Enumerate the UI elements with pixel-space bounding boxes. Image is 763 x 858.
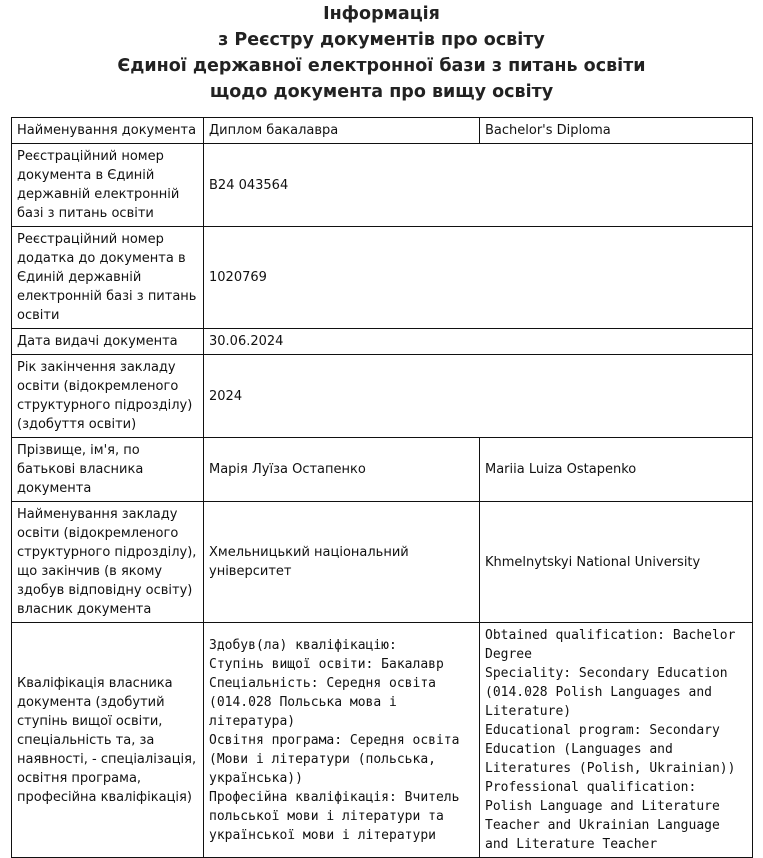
row-label: Реєстраційний номер документа в Єдиній державній електронній базі з питань освіти xyxy=(12,144,204,227)
table-row-document-name xyxy=(12,118,753,144)
row-label: Найменування закладу освіти (відокремленого структурного підрозділу), що закінчив (в якому здобув відповідну освіту) власник документа xyxy=(12,502,204,623)
header-title: Інформація xyxy=(323,4,440,24)
value-english: Khmelnytskyi National University xyxy=(480,502,753,623)
value-ukrainian: Диплом бакалавра xyxy=(204,118,480,144)
table-row-issue-date xyxy=(12,329,753,355)
table-row-holder-name xyxy=(12,438,753,502)
header-subtitle-database: Єдиної державної електронної бази з питань освіти xyxy=(117,56,646,76)
row-label: Рік закінчення закладу освіти (відокремленого структурного підрозділу) (здобуття освіти) xyxy=(12,355,204,438)
header-subtitle-document: щодо документа про вищу освіту xyxy=(209,82,554,102)
value-english: Mariia Luiza Ostapenko xyxy=(480,438,753,502)
row-label: Прізвище, ім'я, по батькові власника документа xyxy=(12,438,204,502)
value-supplement-number: 1020769 xyxy=(204,227,753,329)
table-row-registration-number xyxy=(12,144,753,227)
qualification-line: Ступінь вищої освіти: Бакалавр xyxy=(209,656,444,672)
qualification-line: Obtained qualification: Bachelor Degree xyxy=(485,628,736,662)
qualification-line: Educational program: Secondary Education (Languages and Literatures (Polish, Ukrainian)) xyxy=(485,723,736,776)
value-issue-date: 30.06.2024 xyxy=(204,329,753,355)
qualification-line: Здобув(ла) кваліфікацію: xyxy=(209,637,397,653)
table-row-graduation-year xyxy=(12,355,753,438)
table-row-institution xyxy=(12,502,753,623)
value-ukrainian: Марія Луїза Остапенко xyxy=(204,438,480,502)
value-ukrainian-qualification xyxy=(204,623,480,858)
qualification-line: Професійна кваліфікація: Вчитель польської мови і літератури та української мови і літератури xyxy=(209,789,460,843)
qualification-line: Speciality: Secondary Education (014.028 Polish Languages and Literature) xyxy=(485,666,728,719)
row-label: Кваліфікація власника документа (здобутий ступінь вищої освіти, спеціальність та, за наявності, - спеціалізація, освітня програма, професійна кваліфікація) xyxy=(12,623,204,858)
qualification-line: Спеціальність: Середня освіта (014.028 Польська мова і література) xyxy=(209,675,436,729)
value-registration-number: В24 043564 xyxy=(204,144,753,227)
row-label: Найменування документа xyxy=(12,118,204,144)
table-row-supplement-number xyxy=(12,227,753,329)
header-subtitle-registry: з Реєстру документів про освіту xyxy=(218,30,545,50)
value-english-qualification xyxy=(480,623,753,858)
value-graduation-year: 2024 xyxy=(204,355,753,438)
qualification-line: Professional qualification: Polish Language and Literature Teacher and Ukrainian Language and Literature Teacher xyxy=(485,780,720,852)
row-label: Дата видачі документа xyxy=(12,329,204,355)
table-row-qualification xyxy=(12,623,753,858)
value-ukrainian: Хмельницький національний університет xyxy=(204,502,480,623)
row-label: Реєстраційний номер додатка до документа в Єдиній державній електронній базі з питань освіти xyxy=(12,227,204,329)
value-english: Bachelor's Diploma xyxy=(480,118,753,144)
qualification-line: Освітня програма: Середня освіта (Мови і літератури (польська, українська)) xyxy=(209,732,460,786)
document-info-table xyxy=(11,117,753,858)
